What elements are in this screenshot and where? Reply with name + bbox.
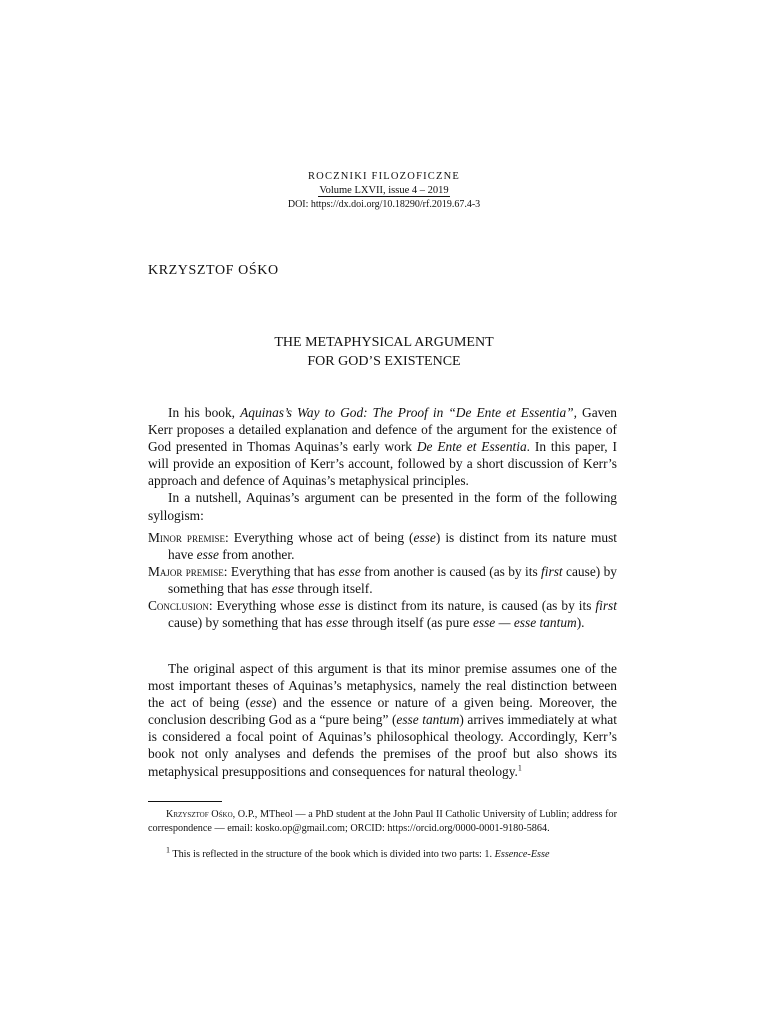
footnote-1-emphasis: Essence-Esse xyxy=(494,849,550,860)
doi-line: DOI: https://dx.doi.org/10.18290/rf.2019.67.4-3 xyxy=(287,199,481,210)
major-premise xyxy=(148,563,617,597)
major-premise-label: Major premise: xyxy=(148,563,228,579)
minor-text-c: ) is distinct from its nature must have xyxy=(168,529,618,562)
minor-text-a: Everything whose act of being ( xyxy=(228,529,414,545)
conclusion-label: Conclusion: xyxy=(148,598,213,614)
article-title-line-2: FOR GOD’S EXISTENCE xyxy=(307,354,461,369)
footnote-1 xyxy=(148,845,617,862)
conclusion-text-i: ). xyxy=(576,615,585,631)
minor-text-e: from another. xyxy=(218,546,295,562)
footnote-1-number: 1 xyxy=(166,845,170,855)
author-footnote-text: , O.P., MTheol — a PhD student at the John Paul II Catholic University of Lublin; address for correspondence — email: kosko.op@gmail.com; ORCID: https://orcid.org/0000-0001-9180-5864. xyxy=(148,809,617,834)
major-text-b: esse xyxy=(338,563,361,579)
minor-premise-label: Minor premise: xyxy=(148,529,229,545)
body-text-upper xyxy=(148,404,617,631)
major-text-d: first xyxy=(541,563,563,579)
p1-text-e: . In this paper, I will provide an exposition of Kerr’s account, followed by a short discussion of Kerr’s approach and defence of Aquinas’s metaphysical principles. xyxy=(148,439,617,489)
p3-text-b: esse xyxy=(249,695,273,711)
syllogism xyxy=(148,529,617,632)
conclusion-text-a: Everything whose xyxy=(212,598,319,614)
footnote-1-text: This is reflected in the structure of the book which is divided into two parts: 1. xyxy=(170,849,495,860)
author-name: KRZYSZTOF OŚKO xyxy=(148,263,279,278)
conclusion-text-h: esse — esse tantum xyxy=(472,615,577,631)
conclusion-text-f: esse xyxy=(326,615,349,631)
author-footnote-name: Krzysztof Ośko xyxy=(166,809,233,820)
major-text-a: Everything that has xyxy=(227,563,339,579)
book-title: Aquinas’s Way to God: The Proof in “De Ente et Essentia”, xyxy=(240,405,577,420)
major-text-e: cause) by something that has xyxy=(168,563,617,596)
minor-text-b: esse xyxy=(413,529,436,545)
footnote-separator xyxy=(148,801,222,802)
paragraph-3 xyxy=(148,660,617,780)
p3-text-c: ) and the essence or nature of a given being. Moreover, the conclusion describing God as a “pure being” ( xyxy=(148,695,617,728)
conclusion-text-e: cause) by something that has xyxy=(168,615,327,631)
conclusion xyxy=(148,597,617,631)
work-title: De Ente et Essentia xyxy=(416,439,527,455)
body-text-lower xyxy=(148,660,617,780)
major-text-f: esse xyxy=(271,580,295,596)
p1-text-a: In his book, xyxy=(168,405,241,420)
p3-text-a: The original aspect of this argument is that its minor premise assumes one of the most important theses of Aquinas’s metaphysics, namely the real distinction between the act of being ( xyxy=(148,661,617,711)
major-text-c: from another is caused (as by its xyxy=(360,563,542,579)
minor-text-d: esse xyxy=(196,546,219,562)
conclusion-text-c: is distinct from its nature, is caused (as by its xyxy=(340,598,596,614)
minor-premise xyxy=(148,529,617,563)
conclusion-text-d: first xyxy=(595,598,617,614)
footnote-ref-1[interactable]: 1 xyxy=(517,763,522,773)
p3-text-e: ) arrives immediately at what is considered a focal point of Aquinas’s philosophical theology. Accordingly, Kerr’s book not only analyses and defends the premises of the proof but also shows its metaphysical presuppositions and consequences for natural theology. xyxy=(148,712,617,779)
conclusion-text-b: esse xyxy=(318,598,341,614)
volume-text: Volume LXVII, issue 4 – 2019 xyxy=(319,185,449,196)
author-footnote xyxy=(148,808,617,835)
major-text-g: through itself. xyxy=(294,580,373,596)
journal-name: ROCZNIKI FILOZOFICZNE xyxy=(307,171,461,182)
conclusion-text-g: through itself (as pure xyxy=(348,615,473,631)
p3-text-d: esse tantum xyxy=(396,712,460,728)
paragraph-1 xyxy=(148,404,617,489)
paragraph-2: In a nutshell, Aquinas’s argument can be presented in the form of the following syllogism: xyxy=(148,490,617,523)
p1-text-c: Gaven Kerr proposes a detailed explanation and defence of the argument for the existence of God presented in Thomas Aquinas’s early work xyxy=(148,405,617,455)
volume-info xyxy=(0,184,768,198)
article-title-line-1: THE METAPHYSICAL ARGUMENT xyxy=(274,335,494,350)
